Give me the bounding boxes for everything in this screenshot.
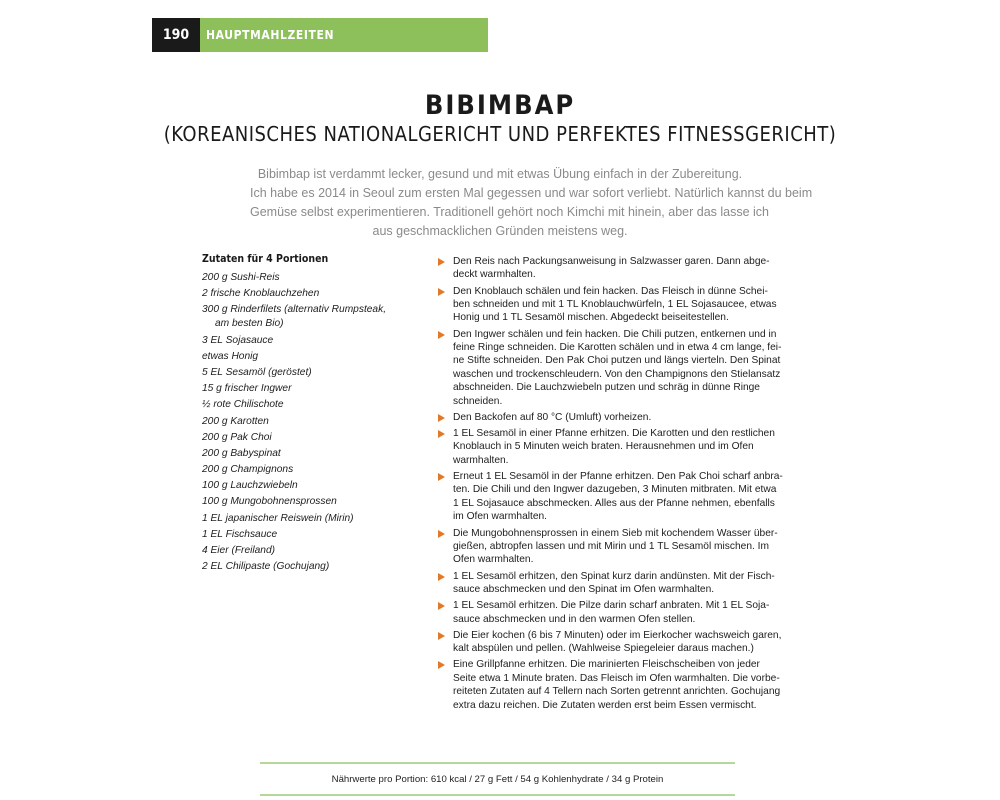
ingredient-item: 100 g Mungobohnensprossen [202,496,337,508]
triangle-bullet-icon [438,530,445,538]
step-line: schneiden. [453,395,503,407]
step-line: gießen, abtropfen lassen und mit Mirin und 1 TL Sesamöl mischen. Im [453,540,769,552]
instruction-step [438,599,798,626]
step-line: ten. Die Chili und den Ingwer dazugeben, 3 Minuten mitbraten. Mit etwa [453,484,777,496]
ingredient-item: 5 EL Sesamöl (geröstet) [202,366,312,378]
step-line: ben schneiden und mit 1 TL Knoblauchwürfeln, 1 EL Sojasaucee, etwas [453,299,777,311]
recipe-title: BIBIMBAP [424,90,576,121]
instruction-step [438,629,798,656]
ingredient-item: 200 g Babyspinat [202,447,281,459]
ingredients-panel [202,253,402,576]
ingredient-item: 1 EL Fischsauce [202,528,278,540]
step-line: 1 EL Sesamöl erhitzen, den Spinat kurz darin andünsten. Mit der Fisch- [453,570,775,582]
step-line: waschen und trockenschleudern. Von den Champignons den Stielansatz [453,368,781,380]
ingredient-item: 15 g frischer Ingwer [202,383,292,395]
step-line: extra dazu reichen. Die Zutaten werden erst beim Essen vermischt. [453,699,757,711]
step-line: deckt warmhalten. [453,269,536,281]
step-line: Seite etwa 1 Minute braten. Das Fleisch im Ofen warmhalten. Die vorbe- [453,672,780,684]
instruction-step [438,570,798,597]
ingredient-item: 300 g Rinderfilets (alternativ Rumpsteak, am besten Bio) [202,304,387,330]
recipe-subtitle: (KOREANISCHES NATIONALGERICHT UND PERFEKTES FITNESSGERICHT) [163,122,837,146]
ingredient-item: ½ rote Chilischote [202,399,284,411]
ingredient-item: 2 EL Chilipaste (Gochujang) [202,561,330,573]
step-line: warmhalten. [453,454,509,466]
step-line: Eine Grillpfanne erhitzen. Die marinierten Fleischscheiben von jeder [453,659,760,671]
triangle-bullet-icon [438,632,445,640]
step-line: abschneiden. Die Lauchzwiebeln putzen und schräg in dünne Ringe [453,382,760,394]
step-line: Den Knoblauch schälen und fein hacken. Das Fleisch in dünne Schei- [453,285,768,297]
triangle-bullet-icon [438,258,445,266]
page-number: 190 [152,18,200,52]
step-line: Die Eier kochen (6 bis 7 Minuten) oder im Eierkocher wachsweich garen, [453,629,782,641]
instruction-step [438,527,798,567]
step-line: feine Ringe schneiden. Die Karotten schälen und in etwa 4 cm lange, fei- [453,342,782,354]
step-line: 1 EL Sesamöl in einer Pfanne erhitzen. Die Karotten und den restlichen [453,428,775,440]
step-line: Die Mungobohnensprossen in einem Sieb mit kochendem Wasser über- [453,527,778,539]
step-line: reiteten Zutaten auf 4 Tellern nach Sorten getrennt anrichten. Gochujang [453,686,781,698]
step-line: Den Reis nach Packungsanweisung in Salzwasser garen. Dann abge- [453,256,770,267]
intro-line: Gemüse selbst experimentieren. Traditionell gehört noch Kimchi mit hinein, aber das lasse ich [250,205,770,219]
step-line: Ofen warmhalten. [453,554,534,566]
ingredient-item: 2 frische Knoblauchzehen [202,288,320,300]
ingredient-item: 200 g Champignons [202,464,294,476]
instruction-step [438,427,798,467]
intro-line: Bibimbap ist verdammt lecker, gesund und mit etwas Übung einfach in der Zubereitung. [257,167,743,181]
instruction-step [438,328,798,408]
ingredient-item: 3 EL Sojasauce [202,334,274,346]
triangle-bullet-icon [438,430,445,438]
step-line: 1 EL Sesamöl erhitzen. Die Pilze darin scharf anbraten. Mit 1 EL Soja- [453,600,770,612]
intro-line: Ich habe es 2014 in Seoul zum ersten Mal gegessen und war sofort verliebt. Natürlich kannst du beim [250,186,813,200]
instruction-step [438,658,798,712]
triangle-bullet-icon [438,573,445,581]
step-line: im Ofen warmhalten. [453,511,547,523]
ingredients-heading: Zutaten für 4 Portionen [202,253,329,265]
ingredient-item: 4 Eier (Freiland) [202,545,276,556]
ingredient-item: 200 g Sushi-Reis [202,272,280,283]
instruction-step [438,411,798,424]
section-header: HAUPTMAHLZEITEN [200,18,488,52]
step-line: sauce abschmecken und den Spinat im Ofen warmhalten. [453,583,715,595]
instruction-step [438,470,798,524]
ingredient-item: 100 g Lauchzwiebeln [202,480,298,492]
step-line: Erneut 1 EL Sesamöl in der Pfanne erhitzen. Den Pak Choi scharf anbra- [453,471,783,483]
step-line: 1 EL Sojasauce abschmecken. Alles aus der Pfanne nehmen, ebenfalls [453,497,775,509]
ingredient-item: etwas Honig [202,350,259,362]
nutrition-info: Nährwerte pro Portion: 610 kcal / 27 g Fett / 54 g Kohlenhydrate / 34 g Protein [260,762,735,796]
step-line: ne Stifte schneiden. Den Pak Choi putzen und längs vierteln. Den Spinat [453,355,781,367]
triangle-bullet-icon [438,288,445,296]
intro-line: aus geschmacklichen Gründen meistens weg. [372,224,628,238]
step-line: kalt abspülen und pellen. (Wahlweise Spiegeleier daraus machen.) [453,643,754,655]
triangle-bullet-icon [438,414,445,422]
step-line: Honig und 1 TL Sesamöl mischen. Abgedeckt beiseitestellen. [453,312,729,324]
instruction-step [438,255,798,282]
step-line: Den Backofen auf 80 °C (Umluft) vorheizen. [453,411,652,423]
ingredient-item: 1 EL japanischer Reiswein (Mirin) [202,512,354,524]
step-line: Den Ingwer schälen und fein hacken. Die Chili putzen, entkernen und in [453,328,777,340]
ingredient-item: 200 g Pak Choi [202,431,272,443]
triangle-bullet-icon [438,602,445,610]
recipe-intro [250,165,813,241]
triangle-bullet-icon [438,661,445,669]
triangle-bullet-icon [438,331,445,339]
instruction-step [438,285,798,325]
step-line: sauce abschmecken und in den warmen Ofen stellen. [453,613,696,625]
step-line: Knoblauch in 5 Minuten weich braten. Herausnehmen und im Ofen [453,441,754,453]
ingredients-list [202,271,402,574]
ingredient-item: 200 g Karotten [202,415,269,427]
triangle-bullet-icon [438,473,445,481]
instructions-list [438,255,798,715]
